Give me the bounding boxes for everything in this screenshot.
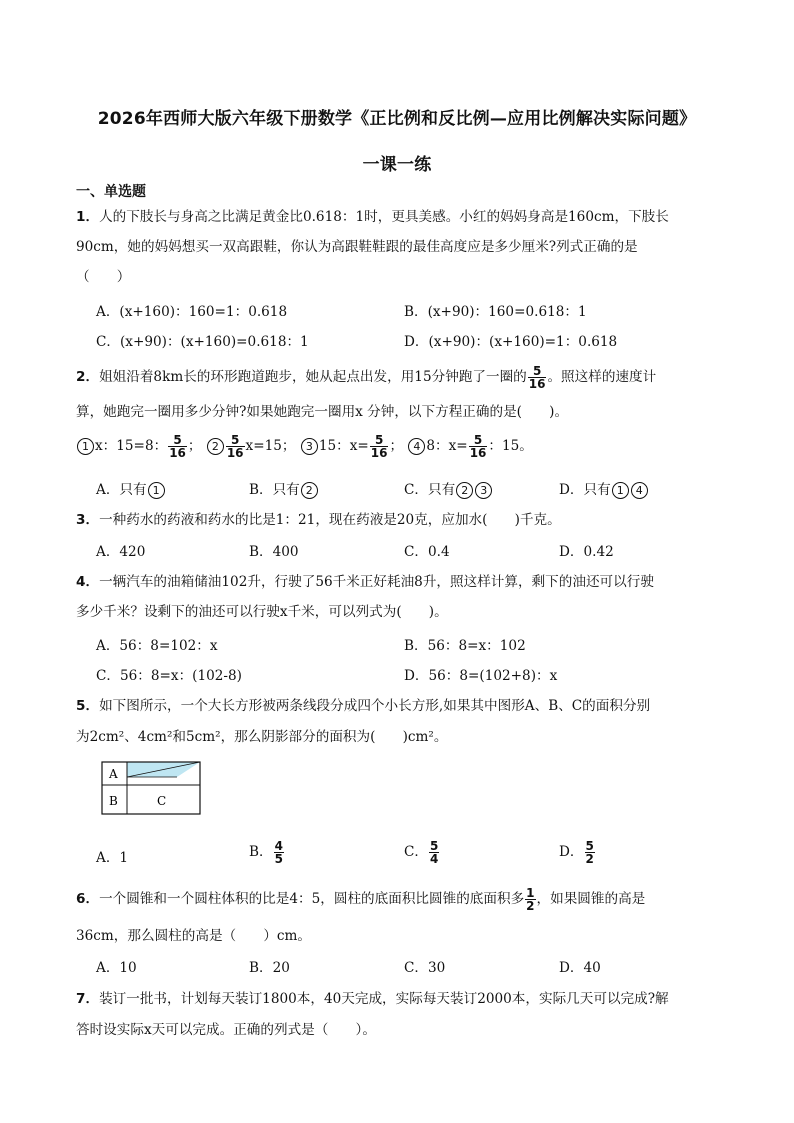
equation-list bbox=[76, 434, 716, 459]
option-c[interactable]: C．56：8=x：(102-8) bbox=[96, 668, 242, 684]
numerator: 5 bbox=[528, 365, 547, 378]
option-b[interactable] bbox=[249, 478, 319, 499]
section-heading: 一、单选题 bbox=[76, 184, 146, 200]
question-4 bbox=[76, 572, 716, 592]
denominator: 4 bbox=[430, 852, 439, 866]
fraction bbox=[429, 840, 439, 865]
denominator: 16 bbox=[226, 446, 244, 460]
circled-number-3: 3 bbox=[475, 482, 492, 499]
option-b[interactable]: B．20 bbox=[249, 960, 290, 976]
fraction bbox=[469, 434, 488, 459]
denominator: 2 bbox=[585, 852, 594, 866]
equation-2: x=15； bbox=[245, 438, 296, 454]
option-label: C．只有 bbox=[404, 482, 456, 498]
denominator: 2 bbox=[526, 899, 535, 913]
denominator: 16 bbox=[370, 446, 388, 460]
equation-3: 15：x= bbox=[318, 438, 369, 454]
option-label: A．只有 bbox=[96, 482, 147, 498]
option-b[interactable]: B．400 bbox=[249, 544, 299, 560]
option-label: B．只有 bbox=[249, 482, 300, 498]
label-b: B bbox=[109, 794, 118, 808]
option-label: D． bbox=[559, 844, 584, 860]
option-c[interactable]: C．(x+90)：(x+160)=0.618：1 bbox=[96, 334, 309, 350]
page-subtitle: 一课一练 bbox=[362, 155, 432, 175]
option-label: B． bbox=[249, 844, 273, 860]
numerator: 5 bbox=[469, 434, 488, 447]
circled-number-1: 1 bbox=[148, 482, 165, 499]
question-5-line-2: 为2cm²、4cm²和5cm²，那么阴影部分的面积为( )cm²。 bbox=[76, 729, 448, 745]
question-number: 5． bbox=[76, 698, 100, 714]
fraction bbox=[168, 434, 187, 459]
fraction bbox=[370, 434, 389, 459]
question-text: ，如果圆锥的高是 bbox=[536, 891, 646, 907]
option-b[interactable]: B．(x+90)：160=0.618：1 bbox=[404, 304, 587, 320]
separator: ； bbox=[187, 438, 202, 454]
numerator: 1 bbox=[526, 886, 535, 900]
denominator: 16 bbox=[169, 446, 186, 460]
question-text: 一辆汽车的油箱储油102升，行驶了56千米正好耗油8升，照这样计算，剩下的油还可以行驶 bbox=[99, 574, 654, 590]
circled-number-4: 4 bbox=[408, 438, 425, 455]
question-number: 3． bbox=[76, 512, 100, 528]
question-number: 2． bbox=[76, 369, 100, 385]
question-6 bbox=[76, 887, 716, 912]
circled-number-1: 1 bbox=[612, 482, 629, 499]
label-c: C bbox=[157, 794, 167, 808]
option-b[interactable] bbox=[249, 840, 285, 865]
numerator: 4 bbox=[274, 839, 283, 853]
option-d[interactable]: D．0.42 bbox=[559, 544, 614, 560]
option-b[interactable]: B．56：8=x：102 bbox=[404, 638, 526, 654]
circled-number-2: 2 bbox=[456, 482, 473, 499]
numerator: 5 bbox=[168, 434, 187, 447]
question-4-line-2: 多少千米？设剩下的油还可以行驶x千米，可以列式为( )。 bbox=[76, 604, 448, 620]
option-d[interactable]: D．(x+90)：(x+160)=1：0.618 bbox=[404, 334, 618, 350]
circled-number-4: 4 bbox=[631, 482, 648, 499]
question-7 bbox=[76, 989, 716, 1009]
circled-number-2: 2 bbox=[301, 482, 318, 499]
option-c[interactable] bbox=[404, 478, 493, 499]
option-a[interactable]: A．10 bbox=[96, 960, 137, 976]
question-text: 如下图所示，一个大长方形被两条线段分成四个小长方形,如果其中图形A、B、C的面积分别 bbox=[99, 698, 651, 714]
option-c[interactable]: C．30 bbox=[404, 960, 446, 976]
circled-number-3: 3 bbox=[301, 438, 318, 455]
denominator: 16 bbox=[528, 377, 546, 391]
question-text: 人的下肢长与身高之比满足黄金比0.618：1时，更具美感。小红的妈妈身高是160cm，下肢长 bbox=[99, 209, 669, 225]
numerator: 5 bbox=[585, 839, 594, 853]
question-text: 。照这样的速度计 bbox=[547, 369, 657, 385]
question-text: 姐姐沿着8km长的环形跑道跑步，她从起点出发，用15分钟跑了一圈的 bbox=[99, 369, 527, 385]
fraction bbox=[585, 840, 595, 865]
question-text: 一个圆锥和一个圆柱体积的比是4：5，圆柱的底面积比圆锥的底面积多 bbox=[99, 891, 525, 907]
question-text: 装订一批书，计划每天装订1800本，40天完成，实际每天装订2000本，实际几天可以完成?解 bbox=[99, 991, 669, 1007]
question-number: 7． bbox=[76, 991, 100, 1007]
fraction bbox=[274, 840, 284, 865]
answer-blank: （ ） bbox=[76, 269, 131, 285]
fraction bbox=[226, 434, 245, 459]
separator: ：15。 bbox=[488, 438, 533, 454]
option-a[interactable]: A．1 bbox=[96, 850, 129, 866]
question-1 bbox=[76, 207, 716, 227]
option-d[interactable] bbox=[559, 478, 649, 499]
option-a[interactable]: A．56：8=102：x bbox=[96, 638, 218, 654]
numerator: 5 bbox=[226, 434, 245, 447]
page-title: 2026年西师大版六年级下册数学《正比例和反比例—应用比例解决实际问题》 bbox=[97, 109, 697, 129]
denominator: 16 bbox=[469, 446, 487, 460]
question-number: 1． bbox=[76, 209, 100, 225]
circled-number-2: 2 bbox=[207, 438, 224, 455]
equation-1: x：15=8： bbox=[95, 438, 168, 454]
circled-number-1: 1 bbox=[77, 438, 94, 455]
label-a: A bbox=[109, 767, 118, 781]
question-3 bbox=[76, 510, 716, 530]
question-2-line-2: 算，她跑完一圈用多少分钟?如果她跑完一圈用x 分钟，以下方程正确的是( )。 bbox=[76, 404, 569, 420]
question-number: 6． bbox=[76, 891, 100, 907]
question-1-line-2: 90cm，她的妈妈想买一双高跟鞋，你认为高跟鞋鞋跟的最佳高度应是多少厘米?列式正确的是 bbox=[76, 239, 638, 255]
question-5 bbox=[76, 696, 716, 716]
question-2 bbox=[76, 365, 716, 390]
numerator: 5 bbox=[430, 839, 439, 853]
option-d[interactable]: D．40 bbox=[559, 960, 601, 976]
question-text: 一种药水的药液和药水的比是1：21，现在药液是20克，应加水( )千克。 bbox=[99, 512, 561, 528]
question-6-line-2: 36cm，那么圆柱的高是（ ）cm。 bbox=[76, 928, 312, 944]
option-a[interactable]: A．420 bbox=[96, 544, 146, 560]
rectangle-figure bbox=[101, 761, 201, 815]
option-label: D．只有 bbox=[559, 482, 611, 498]
option-d[interactable]: D．56：8=(102+8)：x bbox=[404, 668, 558, 684]
option-label: C． bbox=[404, 844, 428, 860]
equation-4: 8：x= bbox=[426, 438, 468, 454]
option-a[interactable]: A．(x+160)：160=1：0.618 bbox=[96, 304, 288, 320]
option-c[interactable]: C．0.4 bbox=[404, 544, 450, 560]
separator: ； bbox=[389, 438, 404, 454]
option-a[interactable] bbox=[96, 478, 166, 499]
option-c[interactable] bbox=[404, 840, 440, 865]
denominator: 5 bbox=[274, 852, 283, 866]
fraction bbox=[528, 365, 547, 390]
question-7-line-2: 答时设实际x天可以完成。正确的列式是（ ）。 bbox=[76, 1022, 376, 1038]
question-number: 4． bbox=[76, 574, 100, 590]
numerator: 5 bbox=[370, 434, 389, 447]
fraction bbox=[525, 887, 535, 912]
option-d[interactable] bbox=[559, 840, 596, 865]
